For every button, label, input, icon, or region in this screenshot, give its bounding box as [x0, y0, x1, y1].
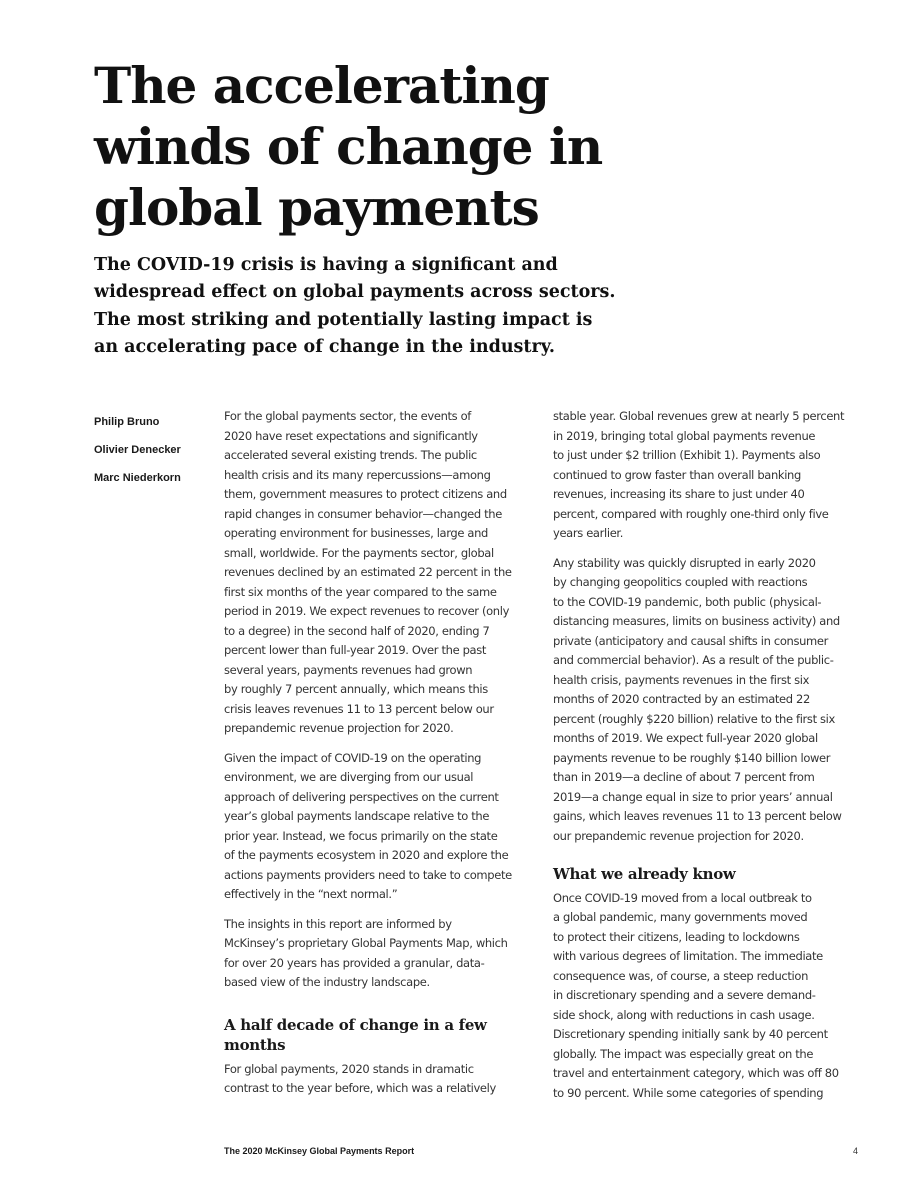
text-line: crisis leaves revenues 11 to 13 percent below our: [224, 701, 494, 716]
text-line: percent, compared with roughly one-third only five: [553, 506, 829, 521]
text-line: to a degree) in the second half of 2020, ending 7: [224, 623, 490, 638]
text-line: Given the impact of COVID-19 on the operating: [224, 750, 482, 765]
text-line: travel and entertainment category, which was off 80: [553, 1066, 839, 1080]
text-line: revenues declined by an estimated 22 percent in the: [224, 565, 512, 579]
text-line: payments revenue to be roughly $140 billion lower: [553, 750, 831, 765]
text-line: small, worldwide. For the payments sector, global: [224, 545, 494, 560]
text-line: continued to grow faster than overall banking: [553, 467, 801, 482]
page-number: 4: [853, 1146, 859, 1156]
text-line: with various degrees of limitation. The immediate: [553, 949, 823, 963]
text-line: months of 2020 contracted by an estimated 22: [553, 692, 810, 706]
text-line: A half decade of change in a few: [224, 1015, 487, 1034]
text-line: Discretionary spending initially sank by 40 percent: [553, 1027, 828, 1041]
body-paragraph: [553, 407, 878, 544]
section-heading: [224, 1015, 542, 1056]
text-line: The insights in this report are informed by: [224, 916, 452, 931]
text-line: first six months of the year compared to the same: [224, 584, 497, 599]
text-line: effectively in the “next normal.”: [224, 887, 398, 901]
text-line: our prepandemic revenue projection for 2020.: [553, 828, 804, 843]
text-line: widespread effect on global payments across sectors.: [94, 282, 616, 303]
text-line: prepandemic revenue projection for 2020.: [224, 721, 454, 735]
text-line: to just under $2 trillion (Exhibit 1). Payments also: [553, 448, 821, 462]
text-line: The COVID-19 crisis is having a significant and: [94, 255, 558, 275]
text-line: health crisis, payments revenues in the first six: [553, 672, 810, 687]
text-line: Once COVID-19 moved from a local outbreak to: [553, 890, 812, 905]
author-name: Olivier Denecker: [94, 444, 181, 456]
text-line: consequence was, of course, a steep reduction: [553, 968, 809, 983]
text-line: an accelerating pace of change in the industry.: [94, 336, 555, 357]
text-line: globally. The impact was especially great on the: [553, 1046, 814, 1061]
text-line: in 2019, bringing total global payments revenue: [553, 428, 816, 443]
text-line: to 90 percent. While some categories of spending: [553, 1085, 824, 1100]
body-column-right: [553, 407, 878, 1113]
text-line: to the COVID-19 pandemic, both public (physical-: [553, 594, 822, 609]
text-line: in discretionary spending and a severe demand-: [553, 988, 816, 1002]
text-line: The accelerating: [94, 56, 549, 115]
text-line: for over 20 years has provided a granular, data-: [224, 955, 485, 970]
article-subtitle: [94, 252, 654, 361]
body-paragraph: [224, 1060, 542, 1099]
text-line: a global pandemic, many governments moved: [553, 910, 808, 924]
text-line: years earlier.: [553, 526, 624, 540]
text-line: rapid changes in consumer behavior—changed the: [224, 506, 502, 521]
text-line: percent (roughly $220 billion) relative to the first six: [553, 711, 835, 726]
text-line: percent lower than full-year 2019. Over the past: [224, 643, 487, 657]
body-paragraph: [553, 554, 878, 847]
body-paragraph: [553, 889, 878, 1104]
text-line: environment, we are diverging from our usual: [224, 770, 474, 784]
text-line: distancing measures, limits on business activity) and: [553, 614, 840, 628]
text-line: approach of delivering perspectives on the current: [224, 789, 499, 804]
section-heading: [553, 864, 878, 885]
text-line: to protect their citizens, leading to lockdowns: [553, 929, 800, 944]
text-line: several years, payments revenues had grown: [224, 662, 473, 677]
text-line: 2020 have reset expectations and significantly: [224, 428, 478, 443]
text-line: stable year. Global revenues grew at nearly 5 percent: [553, 409, 845, 423]
text-line: and commercial behavior). As a result of the public-: [553, 653, 834, 667]
text-line: by changing geopolitics coupled with reactions: [553, 575, 808, 589]
text-line: For the global payments sector, the events of: [224, 409, 471, 423]
text-line: 2019—a change equal in size to prior years’ annual: [553, 789, 833, 804]
body-paragraph: [224, 915, 542, 993]
text-line: than in 2019—a decline of about 7 percent from: [553, 770, 815, 784]
text-line: of the payments ecosystem in 2020 and explore the: [224, 848, 509, 862]
text-line: health crisis and its many repercussions—among: [224, 467, 491, 482]
text-line: For global payments, 2020 stands in dramatic: [224, 1061, 474, 1076]
text-line: global payments: [94, 178, 539, 237]
text-line: months: [224, 1036, 286, 1054]
body-paragraph: [224, 749, 542, 905]
text-line: them, government measures to protect citizens and: [224, 487, 507, 501]
text-line: by roughly 7 percent annually, which means this: [224, 682, 488, 696]
text-line: prior year. Instead, we focus primarily on the state: [224, 828, 498, 843]
text-line: The most striking and potentially lasting impact is: [94, 309, 593, 330]
text-line: Any stability was quickly disrupted in early 2020: [553, 555, 816, 570]
author-list: [94, 408, 214, 492]
text-line: winds of change in: [94, 117, 603, 176]
text-line: year’s global payments landscape relative to the: [224, 809, 490, 823]
text-line: side shock, along with reductions in cash usage.: [553, 1007, 815, 1022]
text-line: gains, which leaves revenues 11 to 13 percent below: [553, 809, 842, 823]
text-line: McKinsey’s proprietary Global Payments Map, which: [224, 936, 508, 950]
text-line: What we already know: [553, 865, 736, 883]
footer-report-title: The 2020 McKinsey Global Payments Report: [224, 1146, 415, 1156]
text-line: private (anticipatory and causal shifts in consumer: [553, 633, 828, 648]
text-line: based view of the industry landscape.: [224, 975, 430, 989]
text-line: period in 2019. We expect revenues to recover (only: [224, 604, 510, 618]
author-name: Marc Niederkorn: [94, 472, 181, 484]
author-name: Philip Bruno: [94, 416, 160, 428]
article-title: [94, 55, 794, 238]
text-line: operating environment for businesses, large and: [224, 526, 488, 540]
text-line: months of 2019. We expect full-year 2020 global: [553, 731, 818, 745]
body-column-left: [224, 407, 542, 1109]
text-line: accelerated several existing trends. The public: [224, 448, 477, 462]
text-line: contrast to the year before, which was a relatively: [224, 1081, 496, 1095]
text-line: revenues, increasing its share to just under 40: [553, 487, 805, 501]
text-line: actions payments providers need to take to compete: [224, 867, 512, 882]
body-paragraph: [224, 407, 542, 739]
